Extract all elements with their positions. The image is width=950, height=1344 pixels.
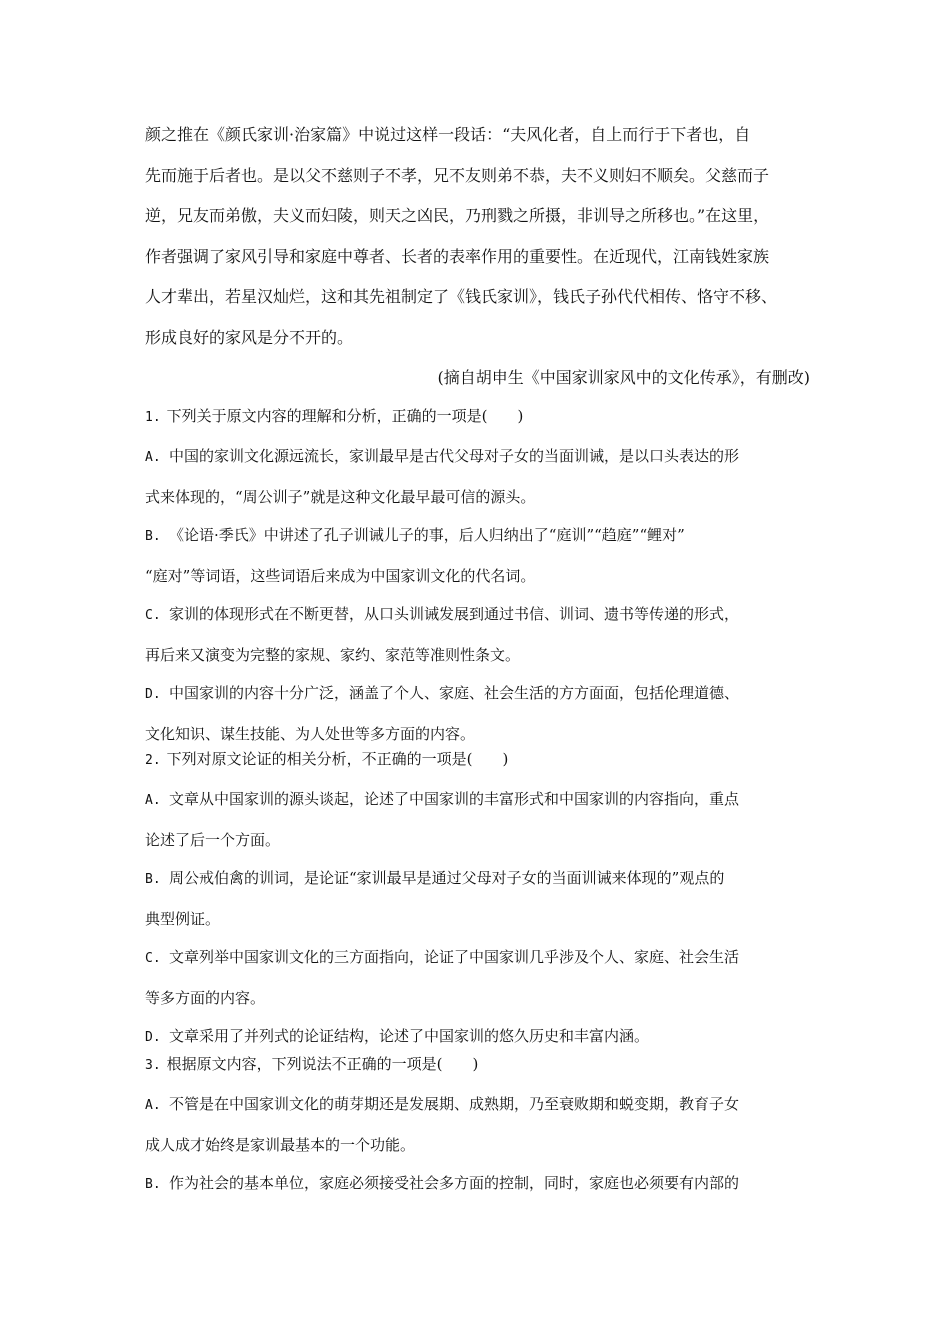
option-c[interactable] — [145, 938, 810, 979]
passage-line: 逆，兄友而弟傲，夫义而妇陵，则天之凶民，乃刑戮之所摄，非训导之所移也。”在这里， — [145, 206, 770, 225]
passage-line: 颜之推在《颜氏家训·治家篇》中说过这样一段话：“夫风化者，自上而行于下者也，自 — [145, 125, 751, 144]
option-letter: B. — [145, 1177, 161, 1192]
passage-line: 人才辈出，若星汉灿烂，这和其先祖制定了《钱氏家训》，钱氏子孙代代相传、恪守不移、 — [145, 287, 778, 306]
option-a[interactable] — [145, 780, 810, 821]
option-text: 《论语·季氏》中讲述了孔子训诫儿子的事，后人归纳出了“庭训”“趋庭”“鲤对” — [169, 526, 685, 544]
option-text: 不管是在中国家训文化的萌芽期还是发展期、成熟期，乃至衰败期和蜕变期，教育子女 — [169, 1095, 740, 1113]
question-text: 根据原文内容，下列说法不正确的一项是( ) — [166, 1055, 479, 1073]
question-1 — [145, 397, 810, 753]
option-text: 周公戒伯禽的训词，是论证“家训最早是通过父母对子女的当面训诫来体现的”观点的 — [169, 869, 725, 887]
option-text: 文章从中国家训的源头谈起，论述了中国家训的丰富形式和中国家训的内容指向，重点 — [169, 790, 740, 808]
option-letter: B. — [145, 872, 161, 887]
question-text: 下列关于原文内容的理解和分析，正确的一项是( ) — [166, 407, 524, 425]
question-number: 1. — [145, 410, 161, 425]
option-letter: C. — [145, 608, 161, 623]
option-text: 中国的家训文化源远流长，家训最早是古代父母对子女的当面训诫，是以口头表达的形 — [169, 447, 740, 465]
passage — [145, 115, 810, 358]
attribution-block — [145, 359, 810, 397]
question-stem — [145, 740, 810, 780]
option-c-continued: 等多方面的内容。 — [145, 988, 266, 1007]
option-b-continued: “庭对”等词语，这些词语后来成为中国家训文化的代名词。 — [145, 566, 536, 585]
question-2 — [145, 740, 810, 1058]
source-attribution: (摘自胡申生《中国家训家风中的文化传承》，有删改) — [437, 368, 810, 387]
option-b[interactable] — [145, 1164, 810, 1205]
question-number: 2. — [145, 753, 161, 768]
option-d-continued: 文化知识、谋生技能、为人处世等多方面的内容。 — [145, 724, 476, 743]
option-text: 中国家训的内容十分广泛，涵盖了个人、家庭、社会生活的方方面面，包括伦理道德、 — [169, 684, 740, 702]
option-letter: A. — [145, 450, 161, 465]
question-stem — [145, 397, 810, 437]
option-text: 文章列举中国家训文化的三方面指向，论证了中国家训几乎涉及个人、家庭、社会生活 — [169, 948, 740, 966]
option-a-continued: 成人成才始终是家训最基本的一个功能。 — [145, 1135, 416, 1154]
passage-line: 作者强调了家风引导和家庭中尊者、长者的表率作用的重要性。在近现代，江南钱姓家族 — [145, 246, 770, 266]
option-c-continued: 再后来又演变为完整的家规、家约、家范等准则性条文。 — [145, 645, 521, 664]
option-text: 文章采用了并列式的论证结构，论述了中国家训的悠久历史和丰富内涵。 — [169, 1027, 650, 1045]
option-letter: A. — [145, 1098, 161, 1113]
option-letter: C. — [145, 951, 161, 966]
question-stem — [145, 1045, 810, 1085]
option-b[interactable] — [145, 859, 810, 900]
option-letter: A. — [145, 793, 161, 808]
option-text: 作为社会的基本单位，家庭必须接受社会多方面的控制，同时，家庭也必须要有内部的 — [169, 1174, 740, 1192]
question-text: 下列对原文论证的相关分析，不正确的一项是( ) — [166, 750, 509, 768]
passage-line: 形成良好的家风是分不开的。 — [145, 327, 354, 347]
passage-line: 先而施于后者也。是以父不慈则子不孝，兄不友则弟不恭，夫不义则妇不顺矣。父慈而子 — [145, 165, 770, 185]
option-b-continued: 典型例证。 — [145, 909, 221, 928]
option-letter: D. — [145, 687, 161, 702]
option-a[interactable] — [145, 1085, 810, 1126]
option-b[interactable] — [145, 516, 810, 557]
question-number: 3. — [145, 1058, 161, 1073]
option-d[interactable] — [145, 674, 810, 715]
question-3 — [145, 1045, 810, 1205]
option-a-continued: 论述了后一个方面。 — [145, 830, 281, 849]
option-c[interactable] — [145, 595, 810, 636]
option-letter: D. — [145, 1030, 161, 1045]
option-text: 家训的体现形式在不断更替，从口头训诫发展到通过书信、训词、遗书等传递的形式， — [169, 605, 740, 623]
option-a[interactable] — [145, 437, 810, 478]
option-letter: B. — [145, 529, 161, 544]
option-a-continued: 式来体现的，“周公训子”就是这种文化最早最可信的源头。 — [145, 487, 536, 506]
